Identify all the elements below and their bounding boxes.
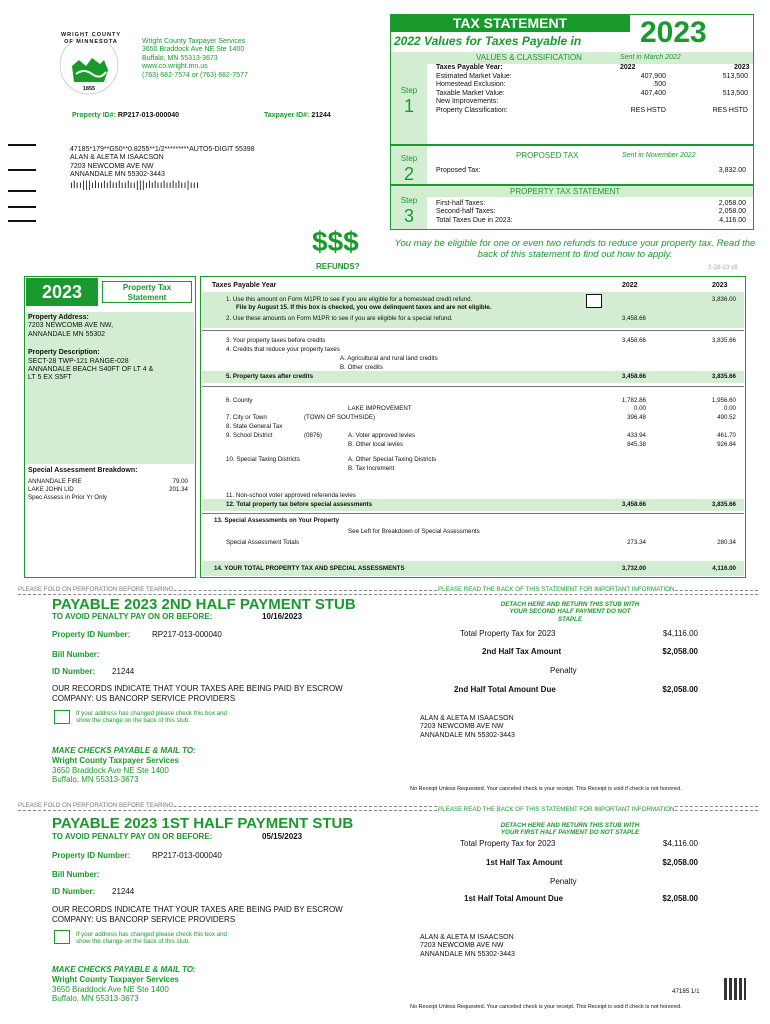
stub2-checkbox-text [76, 710, 227, 725]
sa-breakdown-label: Special Assessment Breakdown: [28, 467, 138, 474]
stub2-escrow [52, 684, 343, 703]
step1-sent: Sent in March 2022 [620, 54, 681, 61]
sa-item-value: 201.34 [169, 486, 188, 493]
stub1-due: $2,058.00 [662, 894, 698, 903]
stub2-address-change-checkbox[interactable] [54, 710, 70, 724]
stub2-total: $4,116.00 [663, 629, 698, 638]
stub2-chk-1: If your address has changed please check this box and [76, 710, 228, 717]
line14: 14. YOUR TOTAL PROPERTY TAX AND SPECIAL ASSESSMENTS [214, 565, 405, 572]
line6-2022: 1,782.86 [621, 397, 646, 404]
seal-year: 1855 [82, 86, 96, 92]
stub1-escrow-1: OUR RECORDS INDICATE THAT YOUR TAXES ARE BEING PAID BY ESCROW [52, 905, 343, 914]
step1-label: Step [400, 86, 418, 95]
line2: 2. Use these amounts on Form M1PR to see if you are eligible for a special refund. [226, 315, 453, 322]
ni-label: New Improvements: [436, 98, 499, 106]
stub2-idn-label: ID Number: [52, 667, 96, 676]
line13-note: See Left for Breakdown of Special Assessments [348, 528, 480, 535]
stub2-bill-label: Bill Number: [52, 650, 100, 659]
line10: 10. Special Taxing Districts [226, 456, 300, 463]
lake-2022: 0.00 [633, 405, 646, 412]
stub1-escrow-2: COMPANY: US BANCORP SERVICE PROVIDERS [52, 914, 236, 924]
stub2-half: $2,058.00 [662, 647, 698, 656]
stub2-due: $2,058.00 [662, 685, 698, 694]
stub2-make-checks: MAKE CHECKS PAYABLE & MAIL TO: [52, 746, 196, 755]
step1-rows [436, 73, 748, 115]
line7-2023: 490.52 [717, 414, 736, 421]
refund-dollars: $$$ [312, 226, 359, 257]
second-half-label: Second-half Taxes: [436, 208, 496, 216]
line1-note: File by August 15. If this box is checked, you owe delinquent taxes and are not eligible. [236, 304, 492, 311]
property-desc-1: SECT-28 TWP-121 RANGE-028 [28, 357, 129, 365]
property-id-label: Property ID#: [72, 112, 116, 119]
qr-code [724, 978, 746, 1000]
step2-title: PROPOSED TAX [516, 151, 579, 160]
line14-2022: 3,732.00 [621, 565, 646, 572]
emv-2022: 407,900 [640, 73, 666, 80]
county-addr2: Buffalo, MN 55313-3673 [142, 54, 218, 62]
tmv-label: Taxable Market Value: [436, 89, 505, 97]
refund-label: REFUNDS? [316, 262, 360, 271]
total-due-value: 4,116.00 [719, 216, 746, 224]
tax-statement-title: TAX STATEMENT [390, 14, 630, 32]
step2-label: Step [400, 154, 418, 163]
sa-item-label: Spec Assess in Prior Yr Only [28, 494, 107, 501]
stub1-address-change-checkbox[interactable] [54, 930, 70, 944]
fold-note: PLEASE FOLD ON PERFORATION BEFORE TEARING [18, 586, 174, 593]
stub2-pid-label: Property ID Number: [52, 630, 131, 639]
tmv-2023: 513,500 [722, 89, 748, 97]
total-due-label: Total Taxes Due in 2023: [436, 216, 513, 224]
stub2-remit-address [420, 715, 515, 740]
stub2-idn: 21244 [112, 667, 135, 676]
line13: 13. Special Assessments on Your Property [214, 517, 340, 524]
line7-2022: 396.48 [627, 414, 646, 421]
line4b: B. Other credits [340, 364, 383, 371]
stub2-avoid: TO AVOID PENALTY PAY ON OR BEFORE: [52, 612, 213, 621]
line9a-2023: 461.70 [717, 432, 736, 439]
property-desc-label: Property Description: [28, 349, 100, 357]
step1-title: VALUES & CLASSIFICATION [476, 53, 582, 62]
mail-line1: 47185*179**G50**0.8255**1/2*********AUTO5-DIGIT 55398 [70, 146, 255, 153]
hx-2022: .500 [652, 81, 666, 89]
stub2-penalty-label: Penalty [550, 666, 577, 675]
line5-2023: 3,835.66 [711, 373, 736, 380]
hx-label: Homestead Exclusion: [436, 81, 506, 89]
line9a: A. Voter approved levies [348, 432, 416, 439]
stub1-to-3: ANNANDALE MN 55302-3443 [420, 950, 515, 958]
line12-2022: 3,458.66 [621, 501, 646, 508]
line9b: B. Other local levies [348, 441, 404, 448]
stub2-to-1: ALAN & ALETA M ISAACSON [420, 715, 514, 722]
sa-item-label: ANNANDALE FIRE [28, 478, 82, 485]
line9-district: (0876) [304, 432, 322, 439]
stub2-receipt-note: No Receipt Unless Requested. Your canceled check is your receipt. This Receipt is void if check is not honored. [410, 786, 682, 792]
values-label: 2022 Values for Taxes Payable in [394, 34, 582, 48]
lake-improvement: LAKE IMPROVEMENT [348, 405, 412, 412]
stub1-idn-label: ID Number: [52, 887, 96, 896]
stub2-to-3: ANNANDALE MN 55302-3443 [420, 731, 515, 739]
second-half-value: 2,058.00 [718, 208, 746, 216]
stub2-escrow-2: COMPANY: US BANCORP SERVICE PROVIDERS [52, 693, 236, 703]
county-phone: (763) 682-7574 or (763) 682-7577 [142, 71, 248, 79]
stub2-penalty-field[interactable] [620, 664, 698, 676]
stub1-title: PAYABLE 2023 1ST HALF PAYMENT STUB [52, 815, 354, 832]
line4a: A. Agricultural and rural land credits [340, 355, 438, 362]
line13-totals: Special Assessment Totals [226, 539, 300, 546]
line9: 9. School District [226, 432, 273, 439]
side-marks [8, 144, 36, 224]
emv-2023: 513,500 [722, 73, 748, 80]
read-back-note: PLEASE READ THE BACK OF THIS STATEMENT FOR IMPORTANT INFORMATION [438, 806, 675, 813]
table-y1: 2022 [622, 282, 638, 289]
property-address-1: 7203 NEWCOMB AVE NW, [28, 322, 114, 330]
line9b-2022: 845.38 [627, 441, 646, 448]
taxpayer-id-label: Taxpayer ID#: [264, 112, 310, 119]
line10b: B. Tax Increment [348, 465, 395, 472]
stub1-half-label: 1st Half Tax Amount [486, 858, 563, 867]
stub2-detach: DETACH HERE AND RETURN THIS STUB WITH YOUR SECOND HALF PAYMENT DO NOT STAPLE [500, 601, 640, 623]
stub1-detach: DETACH HERE AND RETURN THIS STUB WITH YOUR FIRST HALF PAYMENT DO NOT STAPLE [500, 822, 640, 837]
pc-2022: RES HSTD [630, 106, 666, 114]
sa-breakdown-list [28, 478, 190, 502]
step3-label: Step [400, 196, 418, 205]
fold-note: PLEASE FOLD ON PERFORATION BEFORE TEARING [18, 802, 174, 809]
line12-2023: 3,835.66 [711, 501, 736, 508]
delinquent-checkbox[interactable] [586, 294, 602, 308]
first-half-value: 2,058.00 [718, 200, 746, 207]
sa-item-value: 79.00 [172, 478, 188, 485]
pc-2023: RES HSTD [712, 106, 748, 114]
stub1-mail-to [52, 975, 179, 1004]
stub2-mail-2: 3650 Braddock Ave NE Ste 1400 [52, 765, 169, 775]
property-address-2: ANNANDALE MN 55302 [28, 330, 106, 338]
stub2-escrow-1: OUR RECORDS INDICATE THAT YOUR TAXES ARE BEING PAID BY ESCROW [52, 684, 343, 693]
first-half-label: First-half Taxes: [436, 200, 486, 207]
line1-2023: 3,836.00 [711, 296, 736, 303]
sa-item-label: LAKE JOHN LID [28, 486, 74, 493]
stub1-escrow [52, 905, 343, 924]
line6-2023: 1,956.60 [711, 397, 736, 404]
line13-2022: 273.34 [627, 539, 646, 546]
step2-number: 2 [403, 164, 414, 184]
property-address-label: Property Address: [28, 314, 89, 321]
row-sep [202, 386, 744, 387]
line14-2023: 4,116.00 [712, 565, 736, 572]
step2-sent: Sent in November 2022 [622, 152, 696, 159]
stub1-pid: RP217-013-000040 [152, 851, 222, 860]
mail-barcode: ılıı|||ılıılılıılıılıı|||ılılıılıılılıı|ııı [70, 179, 200, 191]
line3-2022: 3,458.66 [621, 337, 646, 344]
county-addr1: 3650 Braddock Ave NE Ste 1400 [142, 46, 245, 54]
stub1-avoid: TO AVOID PENALTY PAY ON OR BEFORE: [52, 832, 213, 841]
perforation-line [18, 594, 758, 595]
stub1-mail-1: Wright County Taxpayer Services [52, 975, 179, 984]
proposed-tax-value: 3,832.00 [718, 167, 746, 174]
step1-col-label: Taxes Payable Year: [436, 64, 503, 71]
stub2-mail-3: Buffalo, MN 55313-3673 [52, 775, 139, 785]
mail-line3: 7203 NEWCOMB AVE NW [70, 162, 154, 170]
payable-year: 2023 [640, 16, 707, 49]
stub2-total-label: Total Property Tax for 2023 [460, 629, 556, 638]
line1: 1. Use this amount on Form M1PR to see if you are eligible for a homestead credit refund. [226, 296, 473, 303]
property-desc-3: LT 5 EX S5FT [28, 374, 72, 382]
step3-number: 3 [403, 206, 414, 226]
table-y2: 2023 [712, 282, 728, 289]
read-back-note: PLEASE READ THE BACK OF THIS STATEMENT FOR IMPORTANT INFORMATION [438, 586, 675, 593]
stub1-idn: 21244 [112, 887, 135, 896]
line13-2023: 280.34 [717, 539, 736, 546]
line11: 11. Non-school voter approved referenda levies [226, 492, 356, 499]
stub2-to-2: 7203 NEWCOMB AVE NW [420, 723, 504, 731]
stub1-chk-1: If your address has changed please check this box and [76, 931, 228, 938]
stub2-mail-to [52, 756, 179, 785]
stub1-bill-label: Bill Number: [52, 870, 100, 879]
property-desc-2: ANNANDALE BEACH S40FT OF LT 4 & [28, 366, 154, 374]
statement-badge: Property Tax Statement [102, 281, 192, 303]
property-id-value: RP217-013-000040 [117, 112, 180, 119]
mail-line2: ALAN & ALETA M ISAACSON [70, 154, 164, 162]
stub1-checkbox-text [76, 931, 227, 946]
property-info [28, 314, 192, 383]
mail-line4: ANNANDALE MN 55302-3443 [70, 171, 165, 179]
stub1-penalty-field[interactable] [620, 875, 698, 887]
lake-2023: 0.00 [723, 405, 736, 412]
pc-label: Property Classification: [436, 106, 508, 114]
stub1-total-label: Total Property Tax for 2023 [460, 839, 556, 848]
stub1-pid-label: Property ID Number: [52, 851, 131, 860]
proposed-tax-label: Proposed Tax: [436, 167, 481, 174]
stub2-half-label: 2nd Half Tax Amount [482, 647, 562, 656]
stub1-to-1: ALAN & ALETA M ISAACSON [420, 934, 514, 941]
line3-2023: 3,835.66 [711, 337, 736, 344]
line6: 6. County [226, 397, 253, 404]
taxpayer-id-value: 21244 [311, 112, 331, 119]
tmv-2022: 407,400 [640, 89, 666, 97]
stub1-mail-2: 3650 Braddock Ave NE Ste 1400 [52, 984, 169, 994]
stub2-mail-1: Wright County Taxpayer Services [52, 756, 179, 765]
step3-rows [436, 200, 748, 225]
stub1-mail-3: Buffalo, MN 55313-3673 [52, 994, 139, 1004]
line4: 4. Credits that reduce your property taxes [226, 346, 340, 353]
step1-number: 1 [403, 96, 414, 116]
county-web[interactable]: www.co.wright.mn.us [142, 63, 208, 71]
county-name: Wright County Taxpayer Services [142, 38, 246, 45]
stub1-half: $2,058.00 [662, 858, 698, 867]
table-header: Taxes Payable Year [212, 282, 277, 289]
property-id-row [72, 112, 179, 120]
line9a-2022: 433.94 [627, 432, 646, 439]
taxpayer-id-row [264, 112, 331, 120]
line3: 3. Your property taxes before credits [226, 337, 326, 344]
step1-y1: 2022 [620, 64, 636, 71]
stub1-receipt-note: No Receipt Unless Requested. Your canceled check is your receipt. This Receipt is void if check is not honored. [410, 1004, 682, 1010]
line7-town: (TOWN OF SOUTHSIDE) [304, 414, 376, 421]
statement-year: 2023 [26, 278, 98, 306]
step1-y2: 2023 [734, 64, 750, 71]
stub1-due-date: 05/15/2023 [262, 832, 303, 841]
stub1-due-label: 1st Half Total Amount Due [464, 894, 564, 903]
emv-label: Estimated Market Value: [436, 73, 512, 80]
step3-title: PROPERTY TAX STATEMENT [510, 187, 621, 196]
line7: 7. City or Town [226, 414, 267, 421]
line5-2022: 3,458.66 [621, 373, 646, 380]
stub2-due-label: 2nd Half Total Amount Due [454, 685, 556, 694]
row-sep [202, 330, 744, 331]
stub2-pid: RP217-013-000040 [152, 630, 222, 639]
stub1-chk-2: show the change on the back of this stub. [76, 938, 190, 946]
refund-message: You may be eligible for one or even two refunds to reduce your property tax. Read the back of this statement to find out how to apply. [394, 238, 756, 260]
line10a: A. Other Special Taxing Districts [348, 456, 437, 463]
row-sep [202, 513, 744, 514]
stub1-penalty-label: Penalty [550, 877, 577, 886]
stub2-due-date: 10/16/2023 [262, 612, 303, 621]
line2-2022: 3,458.66 [621, 315, 646, 322]
stub1-make-checks: MAKE CHECKS PAYABLE & MAIL TO: [52, 965, 196, 974]
line8: 8. State General Tax [226, 423, 283, 430]
seal-text: WRIGHT COUNTY OF MINNESOTA [60, 32, 122, 46]
line9b-2023: 926.84 [717, 441, 736, 448]
form-code: 2-28-23 v8 [708, 264, 738, 271]
stub1-total: $4,116.00 [663, 839, 698, 848]
stub1-to-2: 7203 NEWCOMB AVE NW [420, 942, 504, 950]
line5: 5. Property taxes after credits [226, 373, 314, 380]
county-info [142, 38, 362, 80]
line12: 12. Total property tax before special assessments [226, 501, 373, 508]
stub1-remit-address [420, 934, 515, 959]
stub2-chk-2: show the change on the back of this stub. [76, 717, 190, 725]
page-number: 47185 1/1 [672, 988, 700, 995]
divider [391, 144, 753, 146]
mailing-address [70, 146, 370, 190]
stub2-title: PAYABLE 2023 2ND HALF PAYMENT STUB [52, 596, 356, 613]
county-seal [46, 30, 132, 96]
